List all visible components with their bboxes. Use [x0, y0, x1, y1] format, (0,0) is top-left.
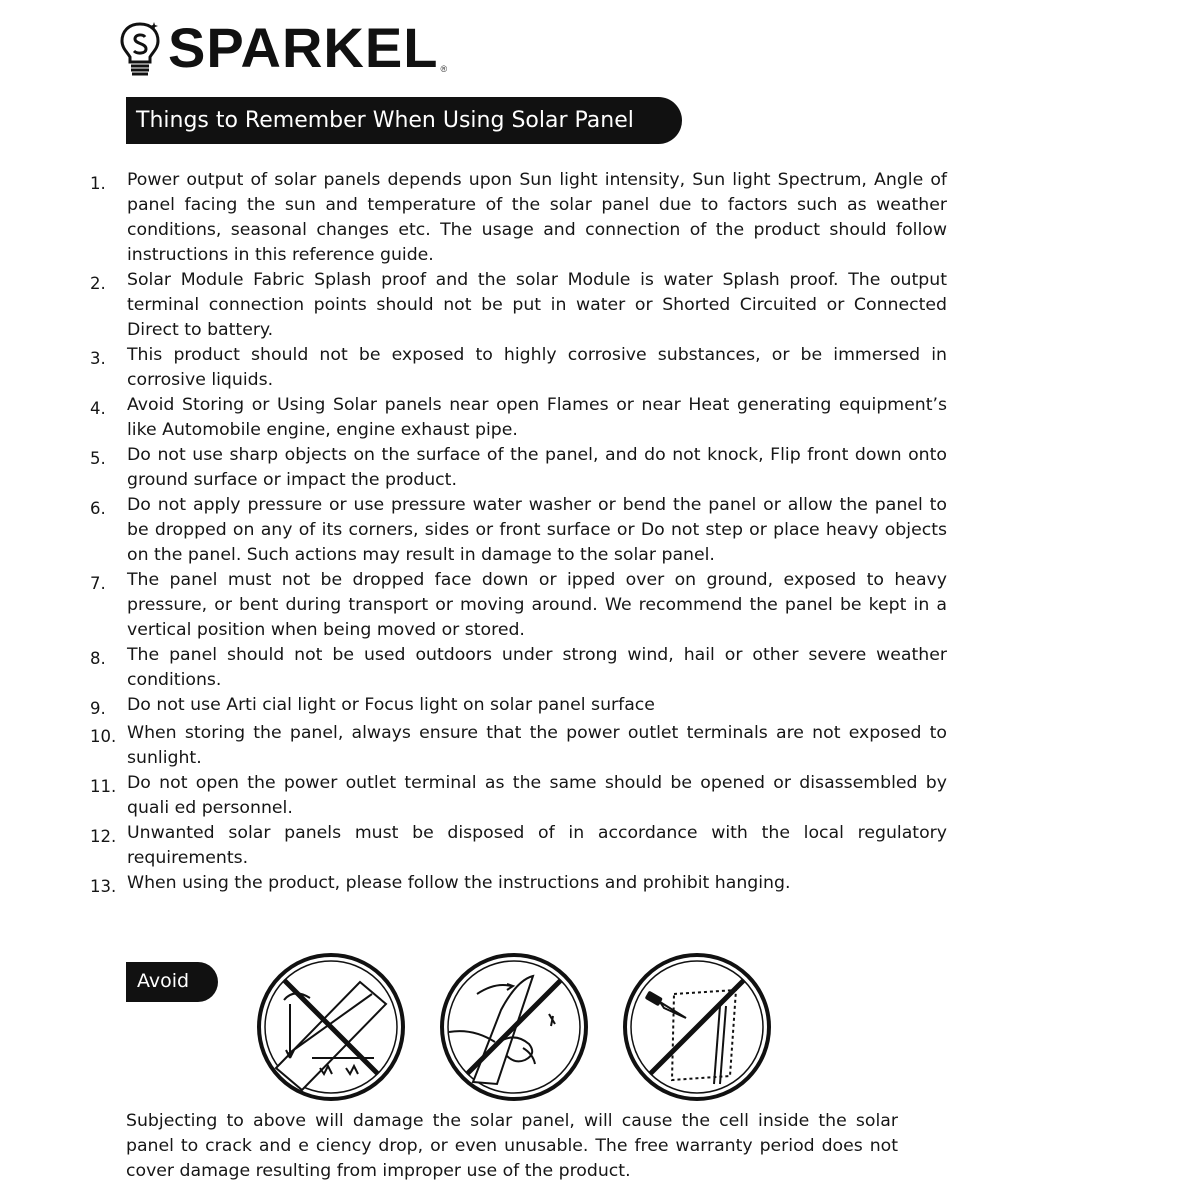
item-text: Solar Module Fabric Splash proof and the solar Module is water Splash proof. The output terminal connection points should not be put in water or Shorted Circuited or Connected Direct to battery. [127, 270, 947, 340]
item-text: The panel must not be dropped face down or ipped over on ground, exposed to heavy pressure, or bent during transport or moving around. We recommend the panel be kept in a vertical position when being moved or stored. [127, 570, 947, 640]
list-item [90, 168, 947, 268]
item-text: Do not use Arti cial light or Focus light on solar panel surface [127, 695, 655, 715]
item-number: 7. [90, 574, 106, 593]
list-item [90, 343, 947, 393]
item-text: Unwanted solar panels must be disposed of in accordance with the local regulatory requirements. [127, 823, 947, 868]
item-number: 2. [90, 274, 106, 293]
item-text: When storing the panel, always ensure that the power outlet terminals are not exposed to sunlight. [127, 723, 947, 768]
list-item [90, 693, 947, 721]
item-number: 12. [90, 827, 117, 846]
avoid-label: Avoid [126, 962, 218, 1002]
item-number: 10. [90, 727, 117, 746]
list-item [90, 268, 947, 343]
item-text: The panel should not be used outdoors under strong wind, hail or other severe weather conditions. [127, 645, 947, 690]
item-number: 8. [90, 649, 106, 668]
item-text: Do not apply pressure or use pressure water washer or bend the panel or allow the panel to be dropped on any of its corners, sides or front surface or Do not step or place heavy objects on the panel. Such actions may result in damage to the solar panel. [127, 495, 947, 565]
item-number: 5. [90, 449, 106, 468]
item-text: Do not use sharp objects on the surface of the panel, and do not knock, Flip front down onto ground surface or impact the product. [127, 445, 947, 490]
bulb-logo-icon [118, 20, 162, 78]
item-number: 4. [90, 399, 106, 418]
item-number: 9. [90, 699, 106, 718]
list-item [90, 871, 947, 899]
list-item [90, 721, 947, 771]
list-item [90, 393, 947, 443]
list-item [90, 771, 947, 821]
brand-logo [118, 16, 448, 79]
item-text: Do not open the power outlet terminal as the same should be opened or disassembled by quali ed personnel. [127, 773, 947, 818]
list-item [90, 493, 947, 568]
list-item [90, 568, 947, 643]
list-item [90, 821, 947, 871]
item-text: When using the product, please follow the instructions and prohibit hanging. [127, 873, 791, 893]
avoid-icons [254, 950, 803, 1104]
list-item [90, 643, 947, 693]
no-sharp-objects-icon [620, 950, 774, 1104]
item-number: 6. [90, 499, 106, 518]
no-drop-panel-icon [254, 950, 408, 1104]
item-text: This product should not be exposed to highly corrosive substances, or be immersed in corrosive liquids. [127, 345, 947, 390]
guidelines-list [90, 168, 947, 899]
list-item [90, 443, 947, 493]
item-number: 3. [90, 349, 106, 368]
item-text: Avoid Storing or Using Solar panels near open Flames or near Heat generating equipment’s like Automobile engine, engine exhaust pipe. [127, 395, 947, 440]
warning-paragraph: Subjecting to above will damage the solar panel, will cause the cell inside the solar panel to crack and e ciency drop, or even unusable. The free warranty period does not cover damage resulting from improper use of the product. [126, 1111, 898, 1181]
registered-mark: ® [440, 64, 448, 74]
item-number: 1. [90, 174, 106, 193]
no-bend-panel-icon [437, 950, 591, 1104]
section-title: Things to Remember When Using Solar Panel [126, 97, 682, 144]
item-text: Power output of solar panels depends upon Sun light intensity, Sun light Spectrum, Angle of panel facing the sun and temperature of the solar panel due to factors such as weather conditions, seasonal changes etc. The usage and connection of the product should follow instructions in this reference guide. [127, 170, 947, 265]
item-number: 11. [90, 777, 117, 796]
brand-name: SPARKEL [168, 16, 439, 79]
item-number: 13. [90, 877, 117, 896]
